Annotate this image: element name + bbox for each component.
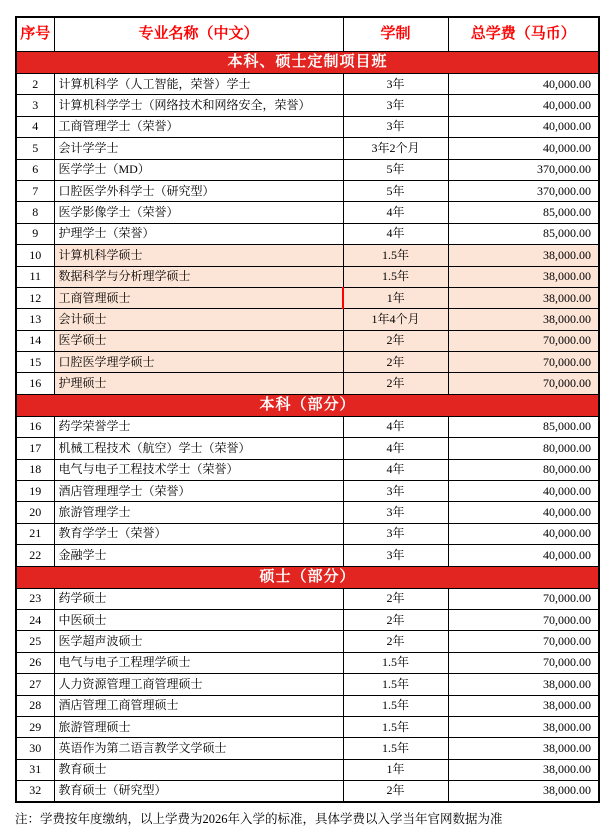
section-band-row [16, 52, 599, 74]
table-row [16, 695, 599, 716]
table-row [16, 116, 599, 137]
table-row [16, 138, 599, 159]
cell-total-fee: 70,000.00 [448, 652, 599, 673]
cell-duration: 3年 [343, 95, 448, 116]
cell-row-number: 11 [16, 266, 54, 287]
cell-program-name: 护理硕士 [54, 373, 343, 394]
cell-program-name: 医学影像学士（荣誉） [54, 202, 343, 223]
cell-row-number: 5 [16, 138, 54, 159]
table-row [16, 309, 599, 330]
cell-program-name: 酒店管理工商管理硕士 [54, 695, 343, 716]
cell-total-fee: 40,000.00 [448, 502, 599, 523]
section-band-title: 本科、硕士定制项目班 [16, 52, 599, 74]
cell-duration: 3年 [343, 545, 448, 566]
header-row [16, 17, 599, 52]
cell-total-fee: 38,000.00 [448, 674, 599, 695]
table-row [16, 416, 599, 437]
table-row [16, 502, 599, 523]
cell-duration: 1.5年 [343, 738, 448, 759]
cell-total-fee: 85,000.00 [448, 416, 599, 437]
cell-total-fee: 370,000.00 [448, 159, 599, 180]
cell-total-fee: 40,000.00 [448, 116, 599, 137]
cell-program-name: 医学超声波硕士 [54, 631, 343, 652]
cell-total-fee: 38,000.00 [448, 695, 599, 716]
cell-duration: 4年 [343, 202, 448, 223]
cell-total-fee: 38,000.00 [448, 759, 599, 780]
cell-program-name: 电气与电子工程理学硕士 [54, 652, 343, 673]
cell-program-name: 旅游管理硕士 [54, 716, 343, 737]
cell-row-number: 30 [16, 738, 54, 759]
cell-row-number: 27 [16, 674, 54, 695]
cell-duration: 1.5年 [343, 266, 448, 287]
cell-program-name: 金融学士 [54, 545, 343, 566]
table-row [16, 588, 599, 609]
table-row [16, 373, 599, 394]
cell-row-number: 22 [16, 545, 54, 566]
table-row [16, 781, 599, 802]
cell-duration: 1.5年 [343, 716, 448, 737]
table-row [16, 180, 599, 201]
section-band-row [16, 566, 599, 588]
cell-duration: 5年 [343, 180, 448, 201]
tuition-fee-table [15, 16, 600, 803]
col-header-total-fee: 总学费（马币） [448, 17, 599, 52]
cell-row-number: 2 [16, 74, 54, 95]
cell-total-fee: 40,000.00 [448, 481, 599, 502]
section-band-title: 本科（部分） [16, 394, 599, 416]
cell-total-fee: 38,000.00 [448, 716, 599, 737]
cell-program-name: 医学学士（MD） [54, 159, 343, 180]
table-header [16, 17, 599, 52]
table-row [16, 481, 599, 502]
cell-row-number: 9 [16, 223, 54, 244]
cell-duration: 3年 [343, 116, 448, 137]
table-row [16, 631, 599, 652]
cell-total-fee: 38,000.00 [448, 738, 599, 759]
cell-row-number: 26 [16, 652, 54, 673]
cell-total-fee: 38,000.00 [448, 245, 599, 266]
cell-duration: 2年 [343, 373, 448, 394]
cell-program-name: 会计硕士 [54, 309, 343, 330]
cell-program-name: 药学荣誉学士 [54, 416, 343, 437]
table-row [16, 266, 599, 287]
table-row [16, 438, 599, 459]
table-row [16, 459, 599, 480]
cell-duration: 1.5年 [343, 674, 448, 695]
cell-program-name: 医学硕士 [54, 330, 343, 351]
cell-program-name: 教育硕士（研究型） [54, 781, 343, 802]
cell-duration: 3年 [343, 523, 448, 544]
table-row [16, 545, 599, 566]
cell-total-fee: 70,000.00 [448, 631, 599, 652]
cell-program-name: 旅游管理学士 [54, 502, 343, 523]
fee-table-body [16, 52, 599, 803]
cell-program-name: 计算机科学（人工智能，荣誉）学士 [54, 74, 343, 95]
table-row [16, 74, 599, 95]
cell-program-name: 口腔医学理学硕士 [54, 352, 343, 373]
cell-duration: 3年 [343, 502, 448, 523]
cell-duration: 3年2个月 [343, 138, 448, 159]
cell-program-name: 会计学学士 [54, 138, 343, 159]
cell-duration: 4年 [343, 438, 448, 459]
cell-total-fee: 80,000.00 [448, 438, 599, 459]
cell-program-name: 护理学士（荣誉） [54, 223, 343, 244]
cell-row-number: 32 [16, 781, 54, 802]
cell-total-fee: 40,000.00 [448, 523, 599, 544]
cell-row-number: 6 [16, 159, 54, 180]
table-row [16, 202, 599, 223]
cell-duration: 5年 [343, 159, 448, 180]
cell-row-number: 28 [16, 695, 54, 716]
cell-row-number: 3 [16, 95, 54, 116]
cell-row-number: 21 [16, 523, 54, 544]
cell-total-fee: 70,000.00 [448, 352, 599, 373]
table-row [16, 652, 599, 673]
cell-duration: 2年 [343, 588, 448, 609]
cell-duration: 1.5年 [343, 245, 448, 266]
table-row [16, 738, 599, 759]
cell-program-name: 工商管理学士（荣誉） [54, 116, 343, 137]
cell-program-name: 人力资源管理工商管理硕士 [54, 674, 343, 695]
table-row [16, 245, 599, 266]
cell-total-fee: 70,000.00 [448, 588, 599, 609]
cell-row-number: 31 [16, 759, 54, 780]
cell-row-number: 13 [16, 309, 54, 330]
cell-duration: 3年 [343, 481, 448, 502]
cell-total-fee: 38,000.00 [448, 287, 599, 308]
cell-total-fee: 370,000.00 [448, 180, 599, 201]
cell-duration: 3年 [343, 74, 448, 95]
cell-duration: 2年 [343, 609, 448, 630]
cell-total-fee: 85,000.00 [448, 202, 599, 223]
cell-row-number: 18 [16, 459, 54, 480]
table-row [16, 223, 599, 244]
cell-program-name: 中医硕士 [54, 609, 343, 630]
cell-total-fee: 70,000.00 [448, 330, 599, 351]
cell-duration: 2年 [343, 781, 448, 802]
cell-row-number: 29 [16, 716, 54, 737]
cell-duration: 2年 [343, 330, 448, 351]
section-band-title: 硕士（部分） [16, 566, 599, 588]
cell-total-fee: 85,000.00 [448, 223, 599, 244]
cell-program-name: 酒店管理理学士（荣誉） [54, 481, 343, 502]
cell-total-fee: 80,000.00 [448, 459, 599, 480]
cell-program-name: 工商管理硕士 [54, 287, 343, 308]
cell-program-name: 计算机科学硕士 [54, 245, 343, 266]
cell-row-number: 25 [16, 631, 54, 652]
table-row [16, 330, 599, 351]
table-row [16, 159, 599, 180]
section-band-row [16, 394, 599, 416]
cell-row-number: 8 [16, 202, 54, 223]
table-row [16, 95, 599, 116]
cell-total-fee: 40,000.00 [448, 95, 599, 116]
cell-program-name: 药学硕士 [54, 588, 343, 609]
cell-row-number: 19 [16, 481, 54, 502]
cell-row-number: 10 [16, 245, 54, 266]
table-row [16, 716, 599, 737]
cell-total-fee: 40,000.00 [448, 138, 599, 159]
col-header-duration: 学制 [343, 17, 448, 52]
table-row [16, 352, 599, 373]
cell-row-number: 7 [16, 180, 54, 201]
table-row [16, 674, 599, 695]
cell-row-number: 20 [16, 502, 54, 523]
cell-row-number: 17 [16, 438, 54, 459]
cell-program-name: 计算机科学学士（网络技术和网络安全，荣誉） [54, 95, 343, 116]
cell-duration: 1年4个月 [343, 309, 448, 330]
cell-program-name: 英语作为第二语言教学文学硕士 [54, 738, 343, 759]
table-row [16, 287, 599, 308]
col-header-number: 序号 [16, 17, 54, 52]
cell-row-number: 12 [16, 287, 54, 308]
footnote: 注：学费按年度缴纳，以上学费为2026年入学的标准，具体学费以入学当年官网数据为准 [15, 812, 503, 826]
cell-program-name: 教育学学士（荣誉） [54, 523, 343, 544]
cell-row-number: 14 [16, 330, 54, 351]
cell-duration: 4年 [343, 223, 448, 244]
table-row [16, 759, 599, 780]
cell-program-name: 口腔医学外科学士（研究型） [54, 180, 343, 201]
cell-row-number: 23 [16, 588, 54, 609]
table-row [16, 609, 599, 630]
cell-program-name: 数据科学与分析理学硕士 [54, 266, 343, 287]
cell-row-number: 16 [16, 373, 54, 394]
cell-row-number: 24 [16, 609, 54, 630]
cell-duration: 1年 [343, 759, 448, 780]
table-row [16, 523, 599, 544]
cell-program-name: 教育硕士 [54, 759, 343, 780]
cell-row-number: 16 [16, 416, 54, 437]
cell-total-fee: 38,000.00 [448, 266, 599, 287]
cell-duration: 2年 [343, 352, 448, 373]
cell-row-number: 4 [16, 116, 54, 137]
cell-total-fee: 38,000.00 [448, 781, 599, 802]
col-header-program-name: 专业名称（中文） [54, 17, 343, 52]
cell-total-fee: 70,000.00 [448, 373, 599, 394]
cell-duration: 1年 [343, 287, 448, 308]
cell-row-number: 15 [16, 352, 54, 373]
cell-duration: 2年 [343, 631, 448, 652]
cell-duration: 1.5年 [343, 652, 448, 673]
cell-total-fee: 38,000.00 [448, 309, 599, 330]
cell-total-fee: 70,000.00 [448, 609, 599, 630]
cell-total-fee: 40,000.00 [448, 545, 599, 566]
cell-duration: 4年 [343, 459, 448, 480]
cell-duration: 1.5年 [343, 695, 448, 716]
cell-program-name: 电气与电子工程技术学士（荣誉） [54, 459, 343, 480]
cell-total-fee: 40,000.00 [448, 74, 599, 95]
cell-program-name: 机械工程技术（航空）学士（荣誉） [54, 438, 343, 459]
cell-duration: 4年 [343, 416, 448, 437]
